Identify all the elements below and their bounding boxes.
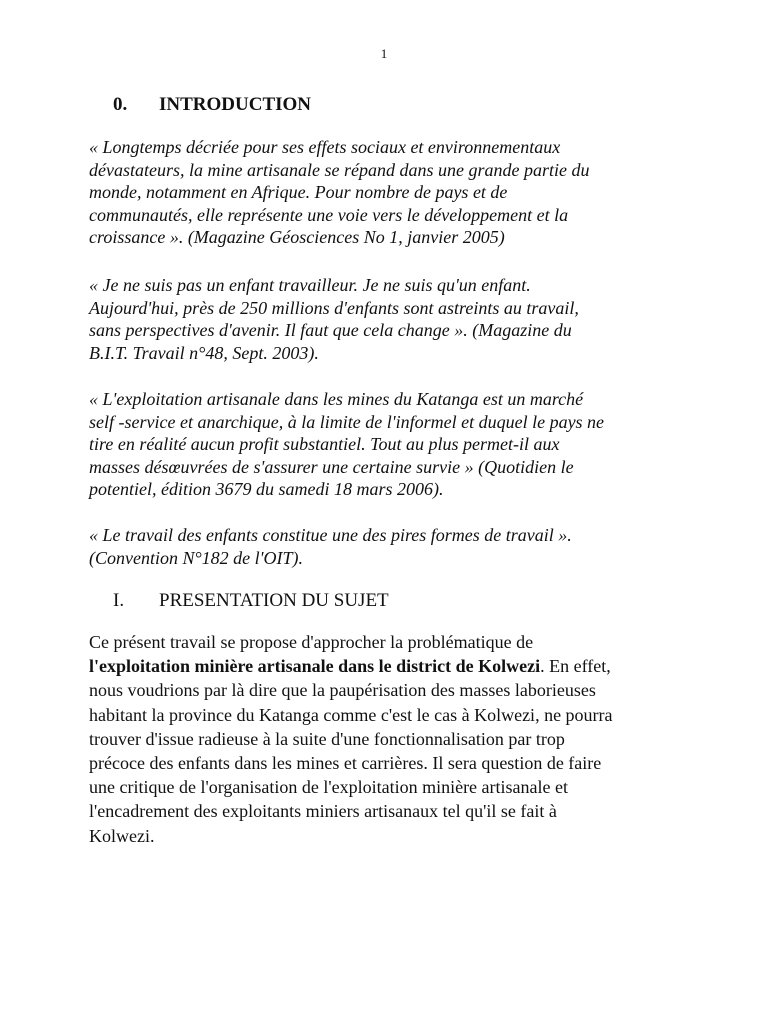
paragraph-line: Kolwezi. <box>89 825 155 846</box>
quote-line: communautés, elle représente une voie vers le développement et la <box>89 204 569 225</box>
presentation-heading <box>113 590 513 614</box>
quote-line: potentiel, édition 3679 du samedi 18 mars 2006). <box>89 479 444 500</box>
paragraph-line: nous voudrions par là dire que la paupérisation des masses laborieuses <box>89 680 596 701</box>
quote-line: dévastateurs, la mine artisanale se répand dans une grande partie du <box>89 159 590 180</box>
paragraph-line: précoce des enfants dans les mines et carrières. Il sera question de faire <box>89 753 602 774</box>
paragraph-bold-phrase: l'exploitation minière artisanale dans le district de Kolwezi <box>89 656 541 677</box>
presentation-heading-title: PRESENTATION DU SUJET <box>159 590 389 611</box>
paragraph-line: trouver d'issue radieuse à la suite d'une fonctionnalisation par trop <box>89 728 565 749</box>
quote-line: tire en réalité aucun profit substantiel. Tout au plus permet-il aux <box>89 434 560 455</box>
page-number: 1 <box>380 46 388 61</box>
paragraph-line: Ce présent travail se propose d'approcher la problématique de <box>89 632 534 652</box>
quote-bit <box>89 274 689 364</box>
introduction-heading <box>113 94 413 118</box>
paragraph-line: une critique de l'organisation de l'exploitation minière artisanale et <box>89 777 568 798</box>
paragraph-line: habitant la province du Katanga comme c'est le cas à Kolwezi, ne pourra <box>89 704 613 725</box>
quote-geosciences <box>89 136 689 249</box>
introduction-heading-number: 0. <box>113 94 128 115</box>
quote-line: sans perspectives d'avenir. Il faut que cela change ». (Magazine du <box>89 320 572 341</box>
quote-oit <box>89 524 689 569</box>
quote-line: monde, notamment en Afrique. Pour nombre de pays et de <box>89 182 508 203</box>
quote-line: « Le travail des enfants constitue une des pires formes de travail ». <box>89 525 572 545</box>
quote-line: « L'exploitation artisanale dans les mines du Katanga est un marché <box>89 389 584 409</box>
quote-line: Aujourd'hui, près de 250 millions d'enfants sont astreints au travail, <box>89 297 579 318</box>
quote-line: self -service et anarchique, à la limite de l'informel et duquel le pays ne <box>89 411 605 432</box>
quote-line: (Convention N°182 de l'OIT). <box>89 547 304 568</box>
introduction-heading-title: INTRODUCTION <box>159 94 312 115</box>
quote-line: « Je ne suis pas un enfant travailleur. Je ne suis qu'un enfant. <box>89 275 531 295</box>
presentation-heading-number: I. <box>113 590 125 611</box>
quote-potentiel <box>89 388 689 501</box>
paragraph-line-emphasis <box>89 654 709 678</box>
quote-line: masses désœuvrées de s'assurer une certaine survie » (Quotidien le <box>89 456 574 477</box>
quote-line: croissance ». (Magazine Géosciences No 1, janvier 2005) <box>89 227 505 248</box>
quote-line: « Longtemps décriée pour ses effets sociaux et environnementaux <box>89 137 561 157</box>
paragraph-line: l'encadrement des exploitants miniers artisanaux tel qu'il se fait à <box>89 801 557 822</box>
quote-line: B.I.T. Travail n°48, Sept. 2003). <box>89 342 319 363</box>
presentation-paragraph <box>89 630 709 848</box>
paragraph-line-end: . En effet, <box>540 656 611 677</box>
